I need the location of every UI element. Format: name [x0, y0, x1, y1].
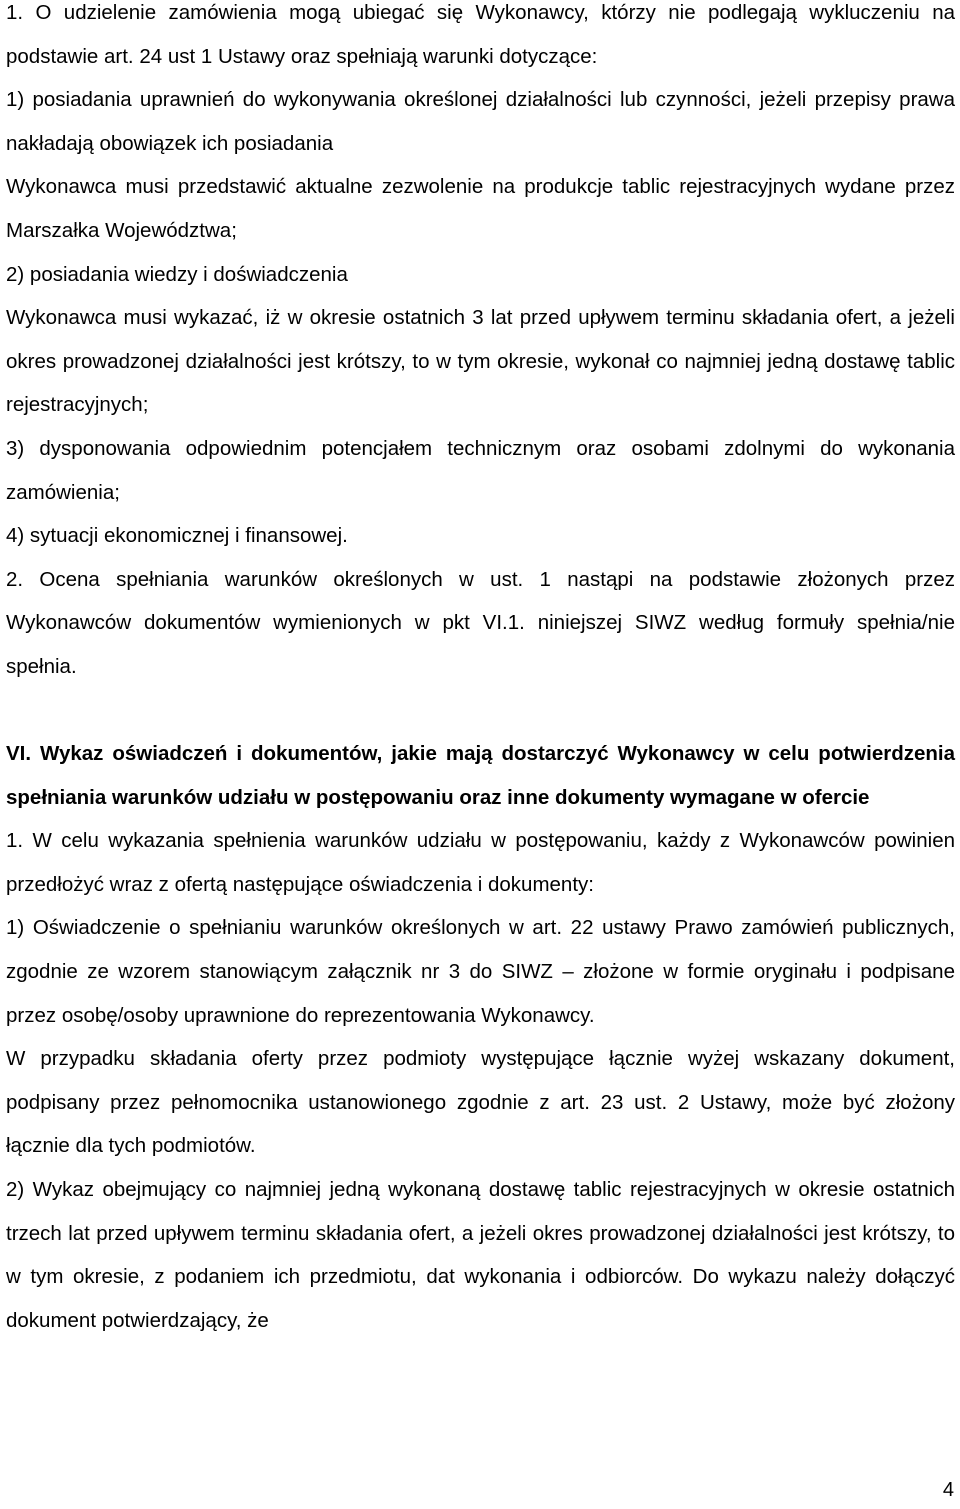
paragraph-1-eligibility: 1. O udzielenie zamówienia mogą ubiegać się Wykonawcy, którzy nie podlegają wykluczeniu na podstawie art. 24 ust 1 Ustawy oraz spełniają warunki dotyczące:	[6, 1, 955, 68]
paragraph-vi-1-item-2: 2) Wykaz obejmujący co najmniej jedną wykonaną dostawę tablic rejestracyjnych w okresie ostatnich trzech lat przed upływem terminu składania ofert, a jeżeli okres prowadzonej działalności jest krótszy, to w tym okresie, z podaniem ich przedmiotu, dat wykonania i odbiorców. Do wykazu należy dołączyć dokument potwierdzający, że	[6, 1178, 955, 1332]
paragraph-vi-1-joint-bids: W przypadku składania oferty przez podmioty występujące łącznie wyżej wskazany dokument, podpisany przez pełnomocnika ustanowionego zgodnie z art. 23 ust. 2 Ustawy, może być złożony łącznie dla tych podmiotów.	[6, 1047, 955, 1158]
document-body	[6, 0, 955, 1342]
paragraph-condition-2-requirement: Wykonawca musi wykazać, iż w okresie ostatnich 3 lat przed upływem terminu składania ofert, a jeżeli okres prowadzonej działalności jest krótszy, to w tym okresie, wykonał co najmniej jedną dostawę tablic rejestracyjnych;	[6, 306, 955, 417]
paragraph-condition-3-potential: 3) dysponowania odpowiednim potencjałem technicznym oraz osobami zdolnymi do wykonania zamówienia;	[6, 436, 955, 504]
page-number: 4	[942, 1479, 954, 1501]
paragraph-vi-1-intro: 1. W celu wykazania spełnienia warunków udziału w postępowaniu, każdy z Wykonawców powinien przedłożyć wraz z ofertą następujące oświadczenia i dokumenty:	[6, 829, 955, 896]
paragraph-2-assessment: 2. Ocena spełniania warunków określonych w ust. 1 nastąpi na podstawie złożonych przez Wykonawców dokumentów wymienionych w pkt VI.1. niniejszej SIWZ według formuły spełnia/nie spełnia.	[6, 567, 955, 678]
paragraph-condition-1-licenses: 1) posiadania uprawnień do wykonywania określonej działalności lub czynności, jeżeli przepisy prawa nakładają obowiązek ich posiadania	[6, 88, 955, 155]
section-heading-vi: VI. Wykaz oświadczeń i dokumentów, jakie mają dostarczyć Wykonawcy w celu potwierdzenia spełniania warunków udziału w postępowaniu oraz inne dokumenty wymagane w ofercie	[6, 742, 955, 809]
paragraph-condition-2-experience: 2) posiadania wiedzy i doświadczenia	[6, 262, 348, 286]
paragraph-condition-1-requirement: Wykonawca musi przedstawić aktualne zezwolenie na produkcje tablic rejestracyjnych wydane przez Marszałka Województwa;	[6, 175, 955, 242]
paragraph-vi-1-item-1: 1) Oświadczenie o spełnianiu warunków określonych w art. 22 ustawy Prawo zamówień publicznych, zgodnie ze wzorem stanowiącym załącznik nr 3 do SIWZ – złożone w formie oryginału i podpisane przez osobę/osoby uprawnione do reprezentowania Wykonawcy.	[6, 916, 955, 1027]
paragraph-condition-4-financial: 4) sytuacji ekonomicznej i finansowej.	[6, 524, 348, 548]
